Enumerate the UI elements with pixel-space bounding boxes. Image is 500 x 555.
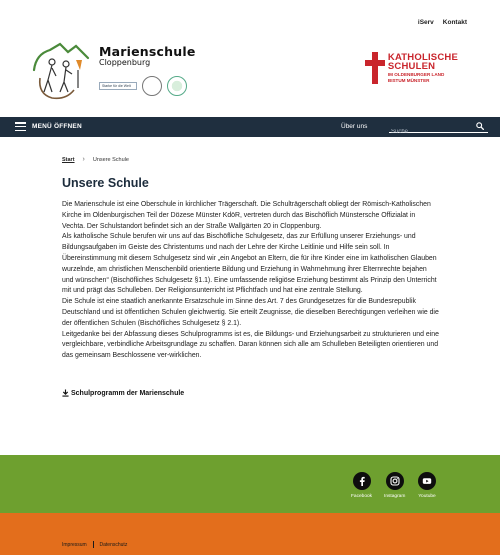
search-input[interactable] <box>389 126 473 138</box>
paragraph-4: Leitgedanke bei der Abfassung dieses Schulprogramms ist es, die Bildungs- und Erziehungsarbeit zu strukturieren und eine vergleichbare, verbindliche Arbeitsgrundlage zu schaffen. Daran können sich alle am Schulleben Beteiligten orientieren und das gemeinsam Beschlossene ver-wirklichen. <box>62 330 439 360</box>
site-header <box>0 35 500 117</box>
school-city: Cloppenburg <box>99 58 151 67</box>
menu-open-button[interactable] <box>15 122 82 131</box>
seal-badge: Starke für die Welt <box>99 82 137 90</box>
chevron-right-icon: › <box>82 156 85 163</box>
breadcrumb-home-link[interactable]: Start <box>62 156 75 163</box>
datenschutz-link[interactable]: Datenschutz <box>99 541 128 548</box>
breadcrumb <box>62 156 129 163</box>
page-body <box>62 200 440 362</box>
legal-footer <box>0 513 500 555</box>
facebook-icon <box>353 472 371 490</box>
partner-logo[interactable] <box>365 52 458 84</box>
youtube-link[interactable] <box>418 472 436 499</box>
partner-line4: BISTUM MÜNSTER <box>387 77 430 83</box>
paragraph-2: Als katholische Schule berufen wir uns auf das Bischöfliche Schulgesetz, das zur Erfüllung unserer Erziehungs- und Bildungsaufgaben im Geiste des Christentums und nach der Lehre der Kirche Leitlinie und Hilfe sein soll. In Übereinstimmung mit diesem Schulgesetz sind wir „ein Angebot an Eltern, die für ihre Kinder eine im katholischen Glauben wurzelnde, am christlichen Menschenbild orientierte Bildung und Erziehung in Wahrnehmung ihrer Elternrechte bejahen und wünschen“ (Bischöfliches Schulgesetz §1.1). Eine umfassende religiöse Erziehung bestimmt als Prinzip den Unterricht mit und prägt das Schulleben. Der Religionsunterricht ist Pflichtfach und hat eine zentrale Stellung. <box>62 233 437 295</box>
menu-label: MENÜ ÖFFNEN <box>32 123 82 130</box>
iserv-link[interactable]: iServ <box>417 19 434 26</box>
paragraph-3: Die Schule ist eine staatlich anerkannte Ersatzschule im Sinne des Art. 7 des Grundgesetzes für die Bundesrepublik Deutschland und ist öffentlichen Schulen gleichwertig. Sie erteilt Zeugnisse, die dieselben Berechtigungen verleihen wie die der öffentlichen Schulen (Bischöfliches Schulgesetz § 2.1). <box>62 298 439 327</box>
instagram-icon <box>386 472 404 490</box>
social-footer <box>0 455 500 513</box>
partner-text <box>388 53 458 83</box>
footer-divider <box>93 541 94 548</box>
partner-line3: IM OLDENBURGER LAND <box>387 71 445 77</box>
about-link[interactable]: Über uns <box>341 123 368 130</box>
instagram-link[interactable] <box>384 472 405 499</box>
page-title: Unsere Schule <box>62 176 149 190</box>
download-label: Schulprogramm der Marienschule <box>71 389 185 397</box>
hamburger-icon <box>15 122 26 131</box>
main-nav <box>0 117 500 137</box>
legal-links <box>62 541 127 548</box>
school-name[interactable]: Marienschule <box>99 44 196 59</box>
partner-line1: KATHOLISCHE <box>387 51 458 63</box>
instagram-label: Instagram <box>384 494 406 499</box>
cross-icon <box>365 52 385 84</box>
partner-line2: SCHULEN <box>387 61 436 73</box>
facebook-label: Facebook <box>351 494 373 499</box>
seal-circle-icon <box>142 76 162 96</box>
youtube-icon <box>418 472 436 490</box>
school-logo-icon[interactable] <box>30 40 92 102</box>
youtube-label: Youtube <box>418 494 436 499</box>
facebook-link[interactable] <box>351 472 372 499</box>
kontakt-link[interactable]: Kontakt <box>442 19 467 26</box>
certification-seals <box>99 76 187 96</box>
breadcrumb-current: Unsere Schule <box>92 156 129 163</box>
utility-nav <box>418 19 467 26</box>
search-icon[interactable] <box>476 122 484 130</box>
paragraph-1: Die Marienschule ist eine Oberschule in kirchlicher Trägerschaft. Die Schulträgerschaft obliegt der Römisch-Katholischen Kirche im Oldenburgischen Teil der Dözese Münster KdöR, vertreten durch das Bischöflich Münstersche Offizialat in Vechta. Der Schulstandort befindet sich an der Straße Wallgärten 20 in Cloppenburg. <box>62 201 431 230</box>
seal-circle-green-icon <box>167 76 187 96</box>
search-box <box>389 120 488 133</box>
impressum-link[interactable]: Impressum <box>62 541 87 548</box>
download-icon <box>62 389 69 397</box>
download-program-link[interactable] <box>62 389 184 397</box>
